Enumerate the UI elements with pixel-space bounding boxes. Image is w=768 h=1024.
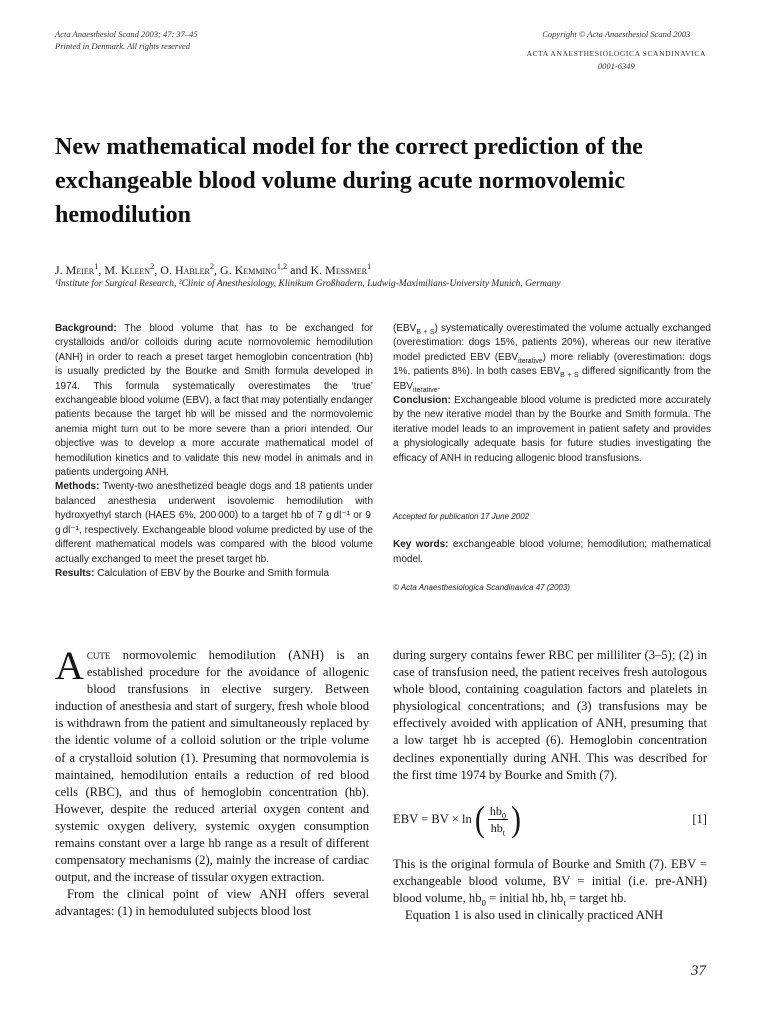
author-sup: 1: [94, 262, 99, 271]
fraction-numerator: [488, 803, 508, 820]
background-text: The blood volume that has to be exchanged for crystalloids and/or colloids during acute normovolemic hemodilution (ANH) in order to reach a preset target hemoglobin concentration (hb) is usually predicted by the Bourke and Smith formula developed in 1974. This formula systematically overestimates the ‘true’ exchangeable blood volume (EBV), a fact that may potentially endanger patients because the target hb will be missed and the normovolemic anemia might turn out to be more severe than a priori intended. Our objective was to develop a more accurate mathematical model of hemodilution kinetics and to validate this new model in animals and in patients undergoing ANH.: [55, 323, 374, 479]
issn: 0001-6349: [597, 61, 635, 71]
paragraph: From the clinical point of view ANH offers several advantages: (1) in hemoduluted subjects blood lost: [55, 887, 369, 919]
citation-line-2: Printed in Denmark. All rights reserved: [55, 41, 191, 51]
abstract-left-column: [55, 322, 373, 581]
subscript: B + S: [416, 329, 435, 336]
equation-fraction: [488, 803, 508, 836]
author-list: J. Meier$^1$, M. Kleen$^2$, O. Habler$^2$, G. Kemming$^{1,2}$ and K. Messmer$^1$: [55, 262, 372, 277]
paragraph-text: = target hb.: [565, 890, 627, 905]
conclusion-text: Exchangeable blood volume is predicted more accurately by the new iterative model than by the Bourke and Smith formula. The iterative model leads to an improvement in patient safety and provides a physiologically adequate basis for future studies investigating the efficacy of ANH in reducing allogenic blood transfusions.: [393, 395, 711, 464]
author-name: J. Meier: [55, 263, 95, 277]
results-text-c: ) systematically overestimated the volume actually exchanged (overestimation: dogs 15%, patients 20%), whereas our new iterative model predicted EBV (EBV: [393, 323, 711, 363]
methods-text: Twenty-two anesthetized beagle dogs and 18 patients under balanced anesthesia underwent isovolemic hemodilution with hydroxyethyl starch (HAES 6%, 200 000) to a target hb of 7 g dl⁻¹ or 9 g dl⁻¹, respectively. Exchangeable blood volume predicted by use of the different mathematical models was compared with the blood volume actually exchanged to meet the preset target hb.: [55, 481, 373, 565]
numerator-text: hb: [489, 804, 502, 819]
author-name: G. Kemming: [220, 263, 277, 277]
paragraph-text: normovolemic hemodilution (ANH) is an established procedure for the avoidance of allogenic blood transfusions in elective surgery. Between induction of anesthesia and start of surgery, fresh whole blood is withdrawn from the patient and simultaneously replaced by the identic volume of a colloid solution or the triple volume of a crystalloid solution (1). Presuming that normovolemia is maintained, hemodilution entails a reduction of red blood cells (RBC), and thus of hemoglobin concentration (hb). However, despite the reduced arterial oxygen content and systemic oxygen delivery, systemic oxygen consumption remains constant over a large hb range as a result of different compensatory mechanisms (2), mainly the increase of cardiac output, and the increase of tissular oxygen extraction.: [55, 648, 369, 885]
page-number: 37: [691, 963, 706, 979]
paragraph: during surgery contains fewer RBC per milliliter (3–5); (2) in case of transfusion need, the patient receives fresh autologous whole blood, containing coagulation factors and platelets in physiological concentrations; and (3) transfusions may be effectively avoided with application of ANH, presuming that a low target hb is accepted (6). Hemoglobin concentration declines exponentially during ANH. This was described for the first time 1974 by Bourke and Smith (7).: [393, 648, 707, 782]
author-sup: 2: [209, 262, 215, 271]
author-sup: 1,2: [276, 262, 288, 271]
right-paren: ): [511, 799, 522, 839]
subscript: iterative: [413, 386, 438, 394]
paragraph-text: = initial hb, hb: [485, 890, 564, 905]
drop-cap: A: [55, 643, 84, 688]
abstract-conclusion: [393, 394, 711, 466]
denominator-text: hb: [490, 821, 503, 836]
equation-1: [393, 798, 707, 842]
copyright-notice: Copyright © Acta Anaesthesiol Scand 2003: [542, 29, 691, 39]
affiliations: ¹Institute for Surgical Research, ²Clinic of Anesthesiology, Klinikum Großhadern, Ludwig-Maximilians-University Munich, Germany: [55, 279, 561, 289]
citation-line-1: Acta Anaesthesiol Scand 2003; 47: 37–45: [55, 29, 198, 39]
results-text-f: .: [437, 380, 441, 392]
journal-name: ACTA ANAESTHESIOLOGICA SCANDINAVICA: [526, 49, 706, 58]
keywords: [393, 538, 711, 567]
author-name: M. Kleen: [104, 263, 151, 277]
body-right-column: [393, 647, 707, 924]
background-label: Background:: [55, 323, 117, 334]
results-label: Results:: [55, 567, 95, 579]
abstract-right-column: [393, 322, 711, 596]
abstract-results: [55, 567, 373, 581]
intro-paragraph: [55, 643, 369, 886]
subscript: 0: [501, 811, 507, 821]
author-sup: 2: [150, 262, 155, 271]
results-text-d: ) more reliably (overestimation: dogs 1%, patients 8%). In both cases EBV: [393, 351, 712, 378]
equation-number: [1]: [692, 812, 707, 827]
keywords-label: Key words:: [393, 539, 449, 551]
methods-label: Methods:: [55, 481, 100, 493]
author-name: O. Habler: [160, 263, 210, 277]
abstract-background: [55, 322, 373, 480]
body-left-column: [55, 643, 369, 921]
first-word: cute: [86, 648, 111, 662]
subscript: iterative: [518, 357, 543, 365]
results-text-e: differed significantly from the EBV: [393, 366, 711, 392]
paragraph: [393, 856, 707, 907]
left-paren: (: [474, 799, 485, 839]
results-text: Calculation of EBV by the Bourke and Smith formula: [97, 567, 330, 579]
subscript: t: [563, 897, 566, 908]
fraction-denominator: [491, 820, 505, 836]
conclusion-label: Conclusion:: [393, 395, 451, 407]
paragraph-text: This is the original formula of Bourke and Smith (7). EBV = exchangeable blood volume, BV = initial (i.e. pre-ANH) blood volume, hb: [393, 856, 707, 905]
abstract-copyright: © Acta Anaesthesiologica Scandinavica 47 (2003): [393, 583, 570, 593]
results-text-b: (EBV: [393, 323, 417, 334]
equation-expression: [393, 799, 522, 839]
accepted-date: Accepted for publication 17 June 2002: [393, 512, 530, 522]
abstract-results-continued: [393, 322, 711, 394]
citation-header: [55, 28, 198, 52]
keywords-text: exchangeable blood volume; hemodilution; mathematical model.: [393, 539, 711, 565]
author-name: K. Messmer: [310, 263, 367, 277]
subscript: t: [502, 828, 506, 838]
subscript: 0: [481, 897, 486, 908]
equation-lhs: EBV = BV × ln: [393, 812, 472, 827]
subscript: B + S: [560, 372, 579, 380]
author-sup: 1: [366, 262, 372, 271]
article-title: New mathematical model for the correct prediction of the exchangeable blood volume during acute normovolemic hemodilution: [55, 134, 643, 228]
journal-header: [527, 28, 706, 72]
abstract-methods: [55, 480, 373, 566]
paragraph: Equation 1 is also used in clinically practiced ANH: [405, 908, 664, 923]
